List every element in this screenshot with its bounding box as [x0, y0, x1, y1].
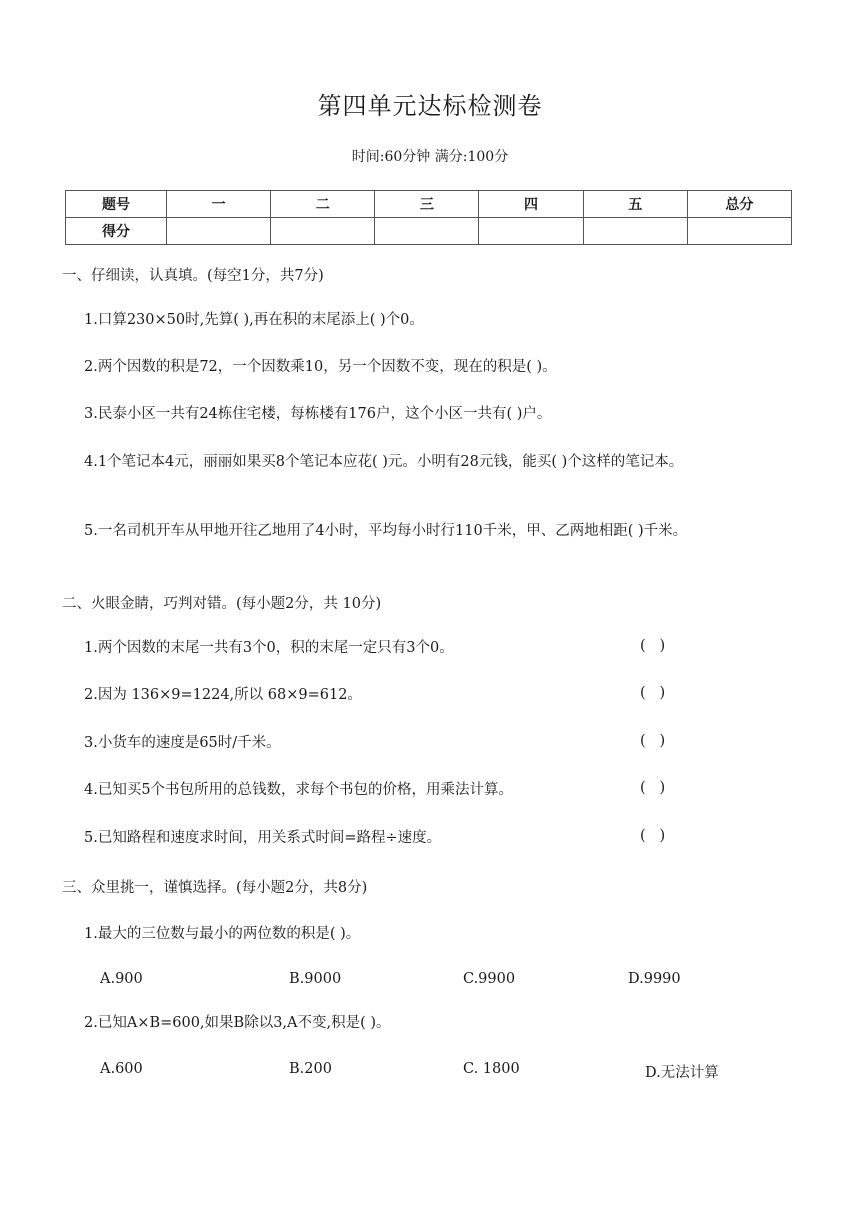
judge-question-1: 1.两个因数的末尾一共有3个0，积的末尾一定只有3个0。: [84, 640, 454, 656]
fill-question-5: 5.一名司机开车从甲地开往乙地用了4小时，平均每小时行110千米，甲、乙两地相距( )千米。: [84, 523, 688, 539]
score-row-label: 得分: [66, 218, 167, 245]
score-cell[interactable]: [167, 218, 271, 245]
choice-option-d[interactable]: D.无法计算: [645, 1065, 719, 1081]
score-table-header: 题号: [66, 191, 167, 218]
fill-question-2: 2.两个因数的积是72，一个因数乘10，另一个因数不变，现在的积是( )。: [84, 359, 557, 375]
score-table: [65, 190, 792, 245]
choice-question-1: 1.最大的三位数与最小的两位数的积是( )。: [84, 926, 361, 942]
section-2-heading: 二、火眼金睛，巧判对错。(每小题2分，共 10分): [62, 596, 382, 612]
score-cell[interactable]: [687, 218, 791, 245]
score-cell[interactable]: [583, 218, 687, 245]
answer-parentheses[interactable]: ( ): [640, 780, 666, 796]
score-table-header: 四: [479, 191, 583, 218]
choice-option-d[interactable]: D.9990: [628, 971, 681, 987]
fill-question-4: 4.1个笔记本4元，丽丽如果买8个笔记本应花( )元。小明有28元钱，能买( )个这样的笔记本。: [84, 454, 684, 470]
section-1-heading: 一、仔细读，认真填。(每空1分，共7分): [62, 268, 324, 284]
score-table-header-row: [66, 191, 792, 218]
score-table-header: 一: [167, 191, 271, 218]
answer-parentheses[interactable]: ( ): [640, 828, 666, 844]
choice-question-2: 2.已知A×B=600,如果B除以3,A不变,积是( )。: [84, 1015, 391, 1031]
choice-option-a[interactable]: A.900: [100, 971, 143, 987]
judge-question-2: 2.因为 136×9=1224,所以 68×9=612。: [84, 687, 362, 703]
score-cell[interactable]: [375, 218, 479, 245]
choice-option-b[interactable]: B.200: [289, 1061, 332, 1077]
score-table-header: 总分: [687, 191, 791, 218]
choice-option-c[interactable]: C.9900: [463, 971, 516, 987]
choice-option-c[interactable]: C. 1800: [463, 1061, 520, 1077]
score-cell[interactable]: [271, 218, 375, 245]
judge-question-5: 5.已知路程和速度求时间，用关系式时间=路程÷速度。: [84, 830, 442, 846]
score-cell[interactable]: [479, 218, 583, 245]
answer-parentheses[interactable]: ( ): [640, 685, 666, 701]
judge-question-4: 4.已知买5个书包所用的总钱数，求每个书包的价格，用乘法计算。: [84, 782, 514, 798]
answer-parentheses[interactable]: ( ): [640, 733, 666, 749]
section-3-heading: 三、众里挑一，谨慎选择。(每小题2分，共8分): [62, 880, 368, 896]
choice-option-a[interactable]: A.600: [100, 1061, 143, 1077]
time-and-score-info: 时间:60分钟 满分:100分: [351, 149, 509, 165]
choice-option-b[interactable]: B.9000: [289, 971, 342, 987]
fill-question-1: 1.口算230×50时,先算( ),再在积的末尾添上( )个0。: [84, 312, 424, 328]
fill-question-3: 3.民泰小区一共有24栋住宅楼，每栋楼有176户，这个小区一共有( )户。: [84, 406, 552, 422]
score-table-header: 五: [583, 191, 687, 218]
judge-question-3: 3.小货车的速度是65时/千米。: [84, 735, 281, 751]
page-title: 第四单元达标检测卷: [317, 92, 543, 120]
answer-parentheses[interactable]: ( ): [640, 638, 666, 654]
score-table-header: 二: [271, 191, 375, 218]
score-table-header: 三: [375, 191, 479, 218]
score-table-score-row: [66, 218, 792, 245]
